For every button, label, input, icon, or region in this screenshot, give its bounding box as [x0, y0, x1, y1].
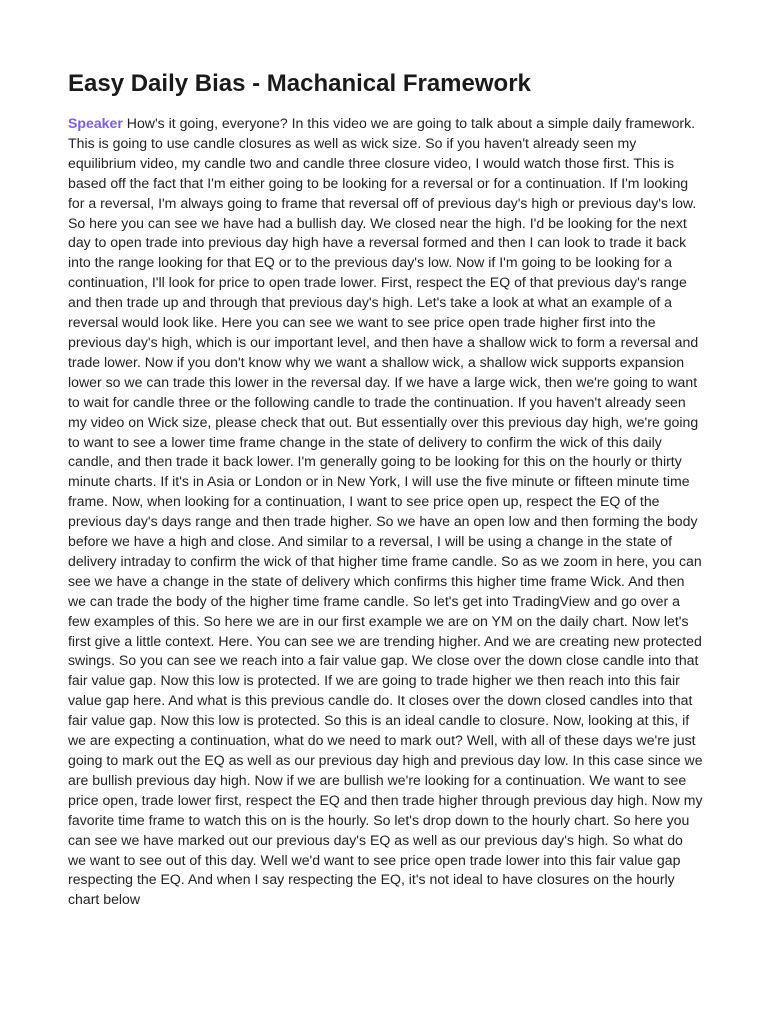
transcript-paragraph [68, 114, 704, 910]
speaker-label: Speaker [68, 115, 123, 131]
transcript-text: How's it going, everyone? In this video we are going to talk about a simple daily framework. This is going to use candle closures as well as wick size. So if you haven't already seen my equilibrium video, my candle two and candle three closure video, I would watch those first. This is based off the fact that I'm either going to be looking for a reversal or for a continuation. If I'm looking for a reversal, I'm always going to frame that reversal off of previous day's high or previous day's low. So here you can see we have had a bullish day. We closed near the high. I'd be looking for the next day to open trade into previous day high have a reversal formed and then I can look to trade it back into the range looking for that EQ or to the previous day's low. Now if I'm going to be looking for a continuation, I'll look for price to open trade lower. First, respect the EQ of that previous day's range and then trade up and through that previous day's high. Let's take a look at what an example of a reversal would look like. Here you can see we want to see price open trade higher first into the previous day's high, which is our important level, and then have a shallow wick to form a reversal and trade lower. Now if you don't know why we want a shallow wick, a shallow wick supports expansion lower so we can trade this lower in the reversal day. If we have a large wick, then we're going to want to wait for candle three or the following candle to trade the continuation. If you haven't already seen my video on Wick size, please check that out. But essentially over this previous day high, we're going to want to see a lower time frame change in the state of delivery to confirm the wick of this daily candle, and then trade it back lower. I'm generally going to be looking for this on the hourly or thirty minute charts. If it's in Asia or London or in New York, I will use the five minute or fifteen minute time frame. Now, when looking for a continuation, I want to see price open up, respect the EQ of the previous day's days range and then trade higher. So we have an open low and then forming the body before we have a high and close. And similar to a reversal, I will be using a change in the state of delivery intraday to confirm the wick of that higher time frame candle. So as we zoom in here, you can see we have a change in the state of delivery which confirms this higher time frame Wick. And then we can trade the body of the higher time frame candle. So let's get into TradingView and go over a few examples of this. So here we are in our first example we are on YM on the daily chart. Now let's first give a little context. Here. You can see we are trending higher. And we are creating new protected swings. So you can see we reach into a fair value gap. We close over the down close candle into that fair value gap. Now this low is protected. If we are going to trade higher we then reach into this fair value gap here. And what is this previous candle do. It closes over the down closed candles into that fair value gap. Now this low is protected. So this is an ideal candle to closure. Now, looking at this, if we are expecting a continuation, what do we need to mark out? Well, with all of these days we're just going to mark out the EQ as well as our previous day high and previous day low. In this case since we are bullish previous day high. Now if we are bullish we're looking for a continuation. We want to see price open, trade lower first, respect the EQ and then trade higher through previous day high. Now my favorite time frame to watch this on is the hourly. So let's drop down to the hourly chart. So here you can see we have marked out our previous day's EQ as well as our previous day's high. So what do we want to see out of this day. Well we'd want to see price open trade lower into this fair value gap respecting the EQ. And when I say respecting the EQ, it's not ideal to have closures on the hourly chart below [68, 115, 703, 908]
document-title: Easy Daily Bias - Machanical Framework [68, 70, 531, 97]
